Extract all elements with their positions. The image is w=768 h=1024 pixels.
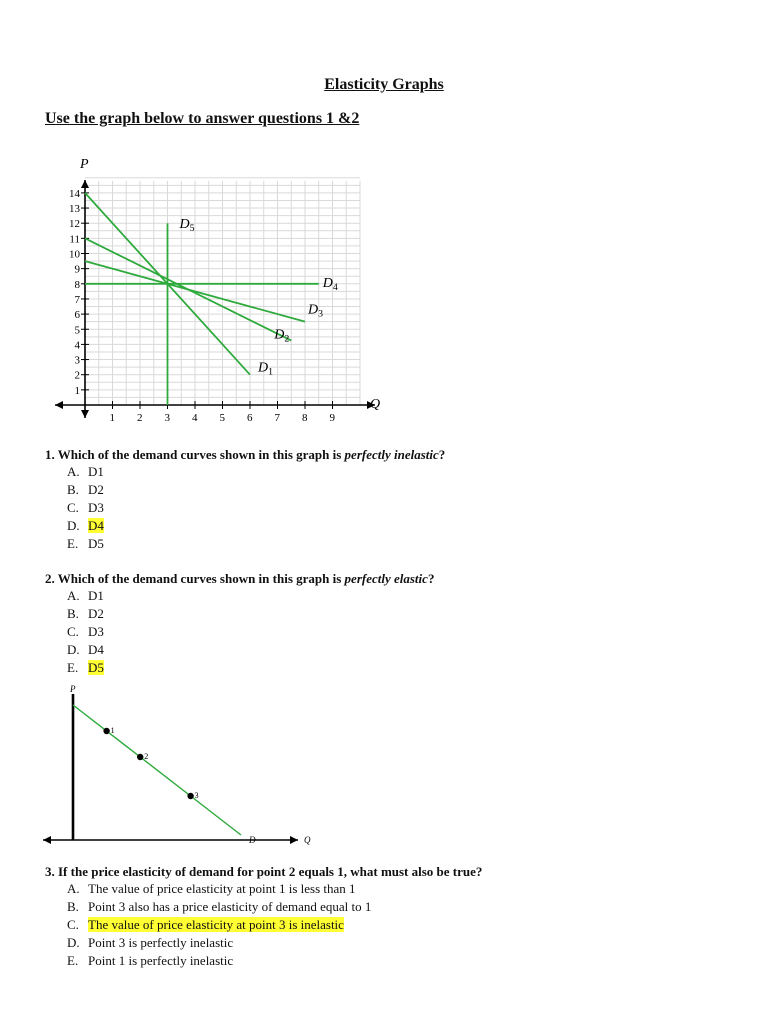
x-tick-label: 7 <box>274 412 280 424</box>
highlighted-answer: The value of price elasticity at point 3 is inelastic <box>88 917 344 932</box>
y-tick-label: 7 <box>74 293 80 306</box>
x-tick-label: 8 <box>302 412 308 424</box>
option-3c[interactable]: C. The value of price elasticity at point 3 is inelastic <box>67 917 344 932</box>
series-label-d3: $D_3$ <box>308 302 324 320</box>
graph2-series <box>73 705 241 835</box>
y-axis-label: P <box>80 157 89 172</box>
y-tick-label: 11 <box>69 233 80 246</box>
option-3d[interactable]: D. Point 3 is perfectly inelastic <box>67 935 234 950</box>
x-axis-arrow-right <box>290 836 298 844</box>
graph2-axes <box>43 684 311 845</box>
x-axis-arrow-left <box>43 836 51 844</box>
y-axis-arrow-up <box>81 180 89 188</box>
x-axis-label: Q <box>370 397 381 412</box>
point-label-1: 1 <box>110 726 115 735</box>
y-tick-label: 6 <box>74 309 80 322</box>
graph2-labels <box>111 726 256 845</box>
option-2e[interactable]: E. D5 <box>67 660 104 675</box>
point-3 <box>187 793 193 799</box>
question-2 <box>45 571 434 587</box>
demand-curve-d <box>73 705 241 835</box>
option-2b[interactable]: B. D2 <box>67 606 104 621</box>
point-2 <box>137 754 143 760</box>
x-tick-label: 6 <box>247 412 253 424</box>
option-3b[interactable]: B. Point 3 also has a price elasticity of demand equal to 1 <box>67 899 372 914</box>
y-tick-label: 3 <box>74 354 80 367</box>
question-3-text: If the price elasticity of demand for point 2 equals 1, what must also be true? <box>58 864 483 879</box>
x-tick-label: 4 <box>192 412 198 424</box>
question-2-text: Which of the demand curves shown in this graph is <box>57 571 345 586</box>
option-3a[interactable]: A. The value of price elasticity at point 1 is less than 1 <box>67 881 356 896</box>
y-tick-label: 2 <box>74 369 80 382</box>
option-1a[interactable]: A. D1 <box>67 464 104 479</box>
option-1c[interactable]: C. D3 <box>67 500 104 515</box>
x-tick-label: 9 <box>329 412 335 424</box>
y-tick-label: 13 <box>69 203 80 216</box>
option-3e[interactable]: E. Point 1 is perfectly inelastic <box>67 953 234 968</box>
question-2-number: 2. <box>45 571 55 586</box>
option-2a[interactable]: A. D1 <box>67 588 104 603</box>
y-tick-label: 14 <box>69 187 80 200</box>
page-title: Elasticity Graphs <box>324 76 444 93</box>
y-axis-label: P <box>70 684 76 694</box>
x-axis-label: Q <box>304 835 311 845</box>
question-2-emphasis: perfectly elastic <box>344 571 428 586</box>
option-1d[interactable]: D. D4 <box>67 518 104 533</box>
option-1b[interactable]: B. D2 <box>67 482 104 497</box>
y-tick-label: 12 <box>69 218 80 231</box>
point-1 <box>103 728 109 734</box>
y-tick-label: 4 <box>74 339 80 352</box>
question-1-number: 1. <box>45 447 55 462</box>
x-tick-label: 5 <box>219 412 225 424</box>
question-1-emphasis: perfectly inelastic <box>344 447 439 462</box>
y-tick-label: 8 <box>74 278 80 291</box>
series-label-d5: $D_5$ <box>179 217 195 235</box>
y-tick-label: 9 <box>74 263 80 276</box>
y-tick-label: 1 <box>74 384 80 397</box>
question-3-number: 3. <box>45 864 55 879</box>
x-tick-label: 2 <box>137 412 143 424</box>
demand-curves-graph <box>40 150 400 430</box>
y-tick-label: 10 <box>69 248 80 261</box>
question-1 <box>45 447 445 463</box>
question-3 <box>45 864 482 880</box>
x-tick-label: 1 <box>109 412 115 424</box>
question-1-mark: ? <box>438 447 446 462</box>
single-demand-graph <box>40 680 320 850</box>
series-label-d1: $D_1$ <box>258 360 274 378</box>
question-3-options <box>67 880 371 970</box>
x-tick-label: 3 <box>164 412 170 424</box>
question-2-mark: ? <box>427 571 435 586</box>
series-label-d: D <box>249 835 256 845</box>
y-tick-label: 5 <box>74 324 80 337</box>
series-label-d4: $D_4$ <box>322 275 338 293</box>
highlighted-answer: D5 <box>88 660 104 675</box>
graph1-grid <box>85 178 360 405</box>
question-2-options <box>67 587 104 677</box>
question-1-text: Which of the demand curves shown in this graph is <box>57 447 345 462</box>
point-label-2: 2 <box>144 752 149 761</box>
option-1e[interactable]: E. D5 <box>67 536 104 551</box>
option-2d[interactable]: D. D4 <box>67 642 104 657</box>
question-1-options <box>67 463 104 553</box>
series-label-d2: $D_2$ <box>274 327 290 345</box>
section-instruction: Use the graph below to answer questions 1 &2 <box>45 110 360 127</box>
highlighted-answer: D4 <box>88 518 104 533</box>
option-2c[interactable]: C. D3 <box>67 624 104 639</box>
x-axis-arrow-left <box>55 401 63 409</box>
point-label-3: 3 <box>194 791 199 800</box>
y-axis-arrow-down <box>81 410 89 418</box>
